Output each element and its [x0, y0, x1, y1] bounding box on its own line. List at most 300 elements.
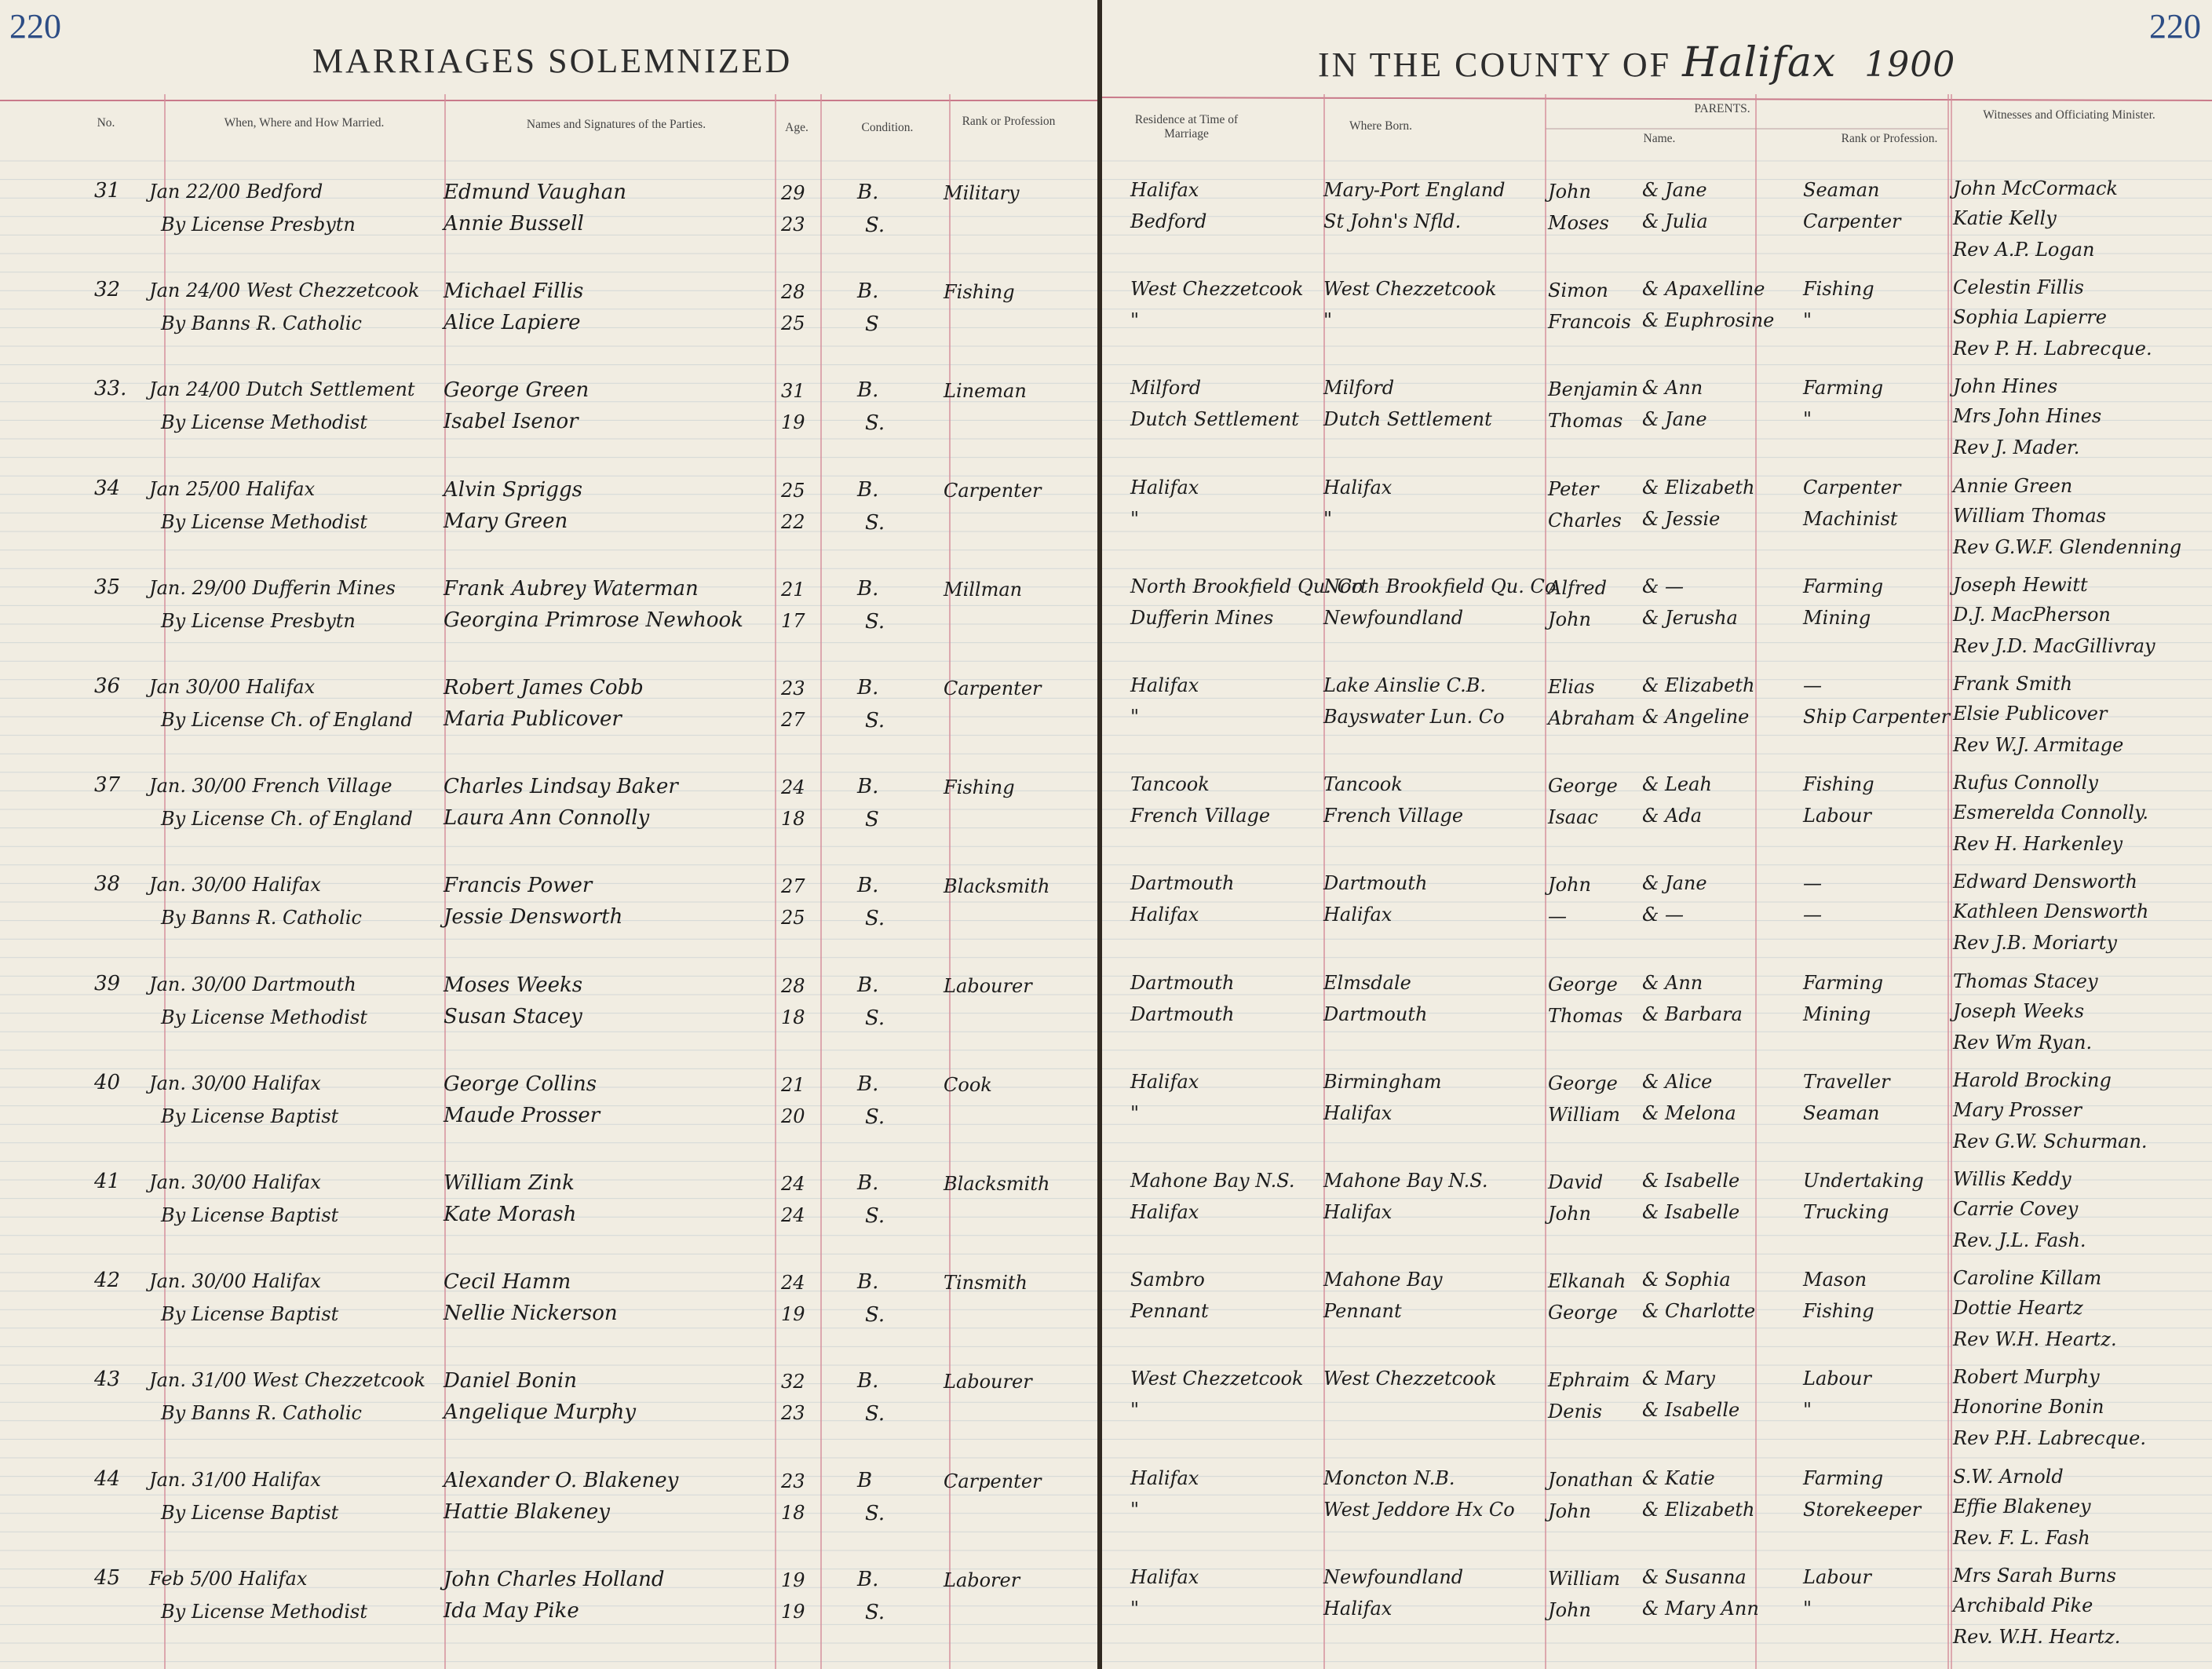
- groom-mother: & Alice: [1642, 1070, 1713, 1093]
- bride-residence: ": [1130, 1597, 1140, 1620]
- groom-parents-rank: Fishing: [1803, 773, 1874, 796]
- groom-birthplace: Mahone Bay: [1323, 1269, 1443, 1291]
- groom-parents-rank: Farming: [1803, 377, 1884, 400]
- header-witnesses: Witnesses and Officiating Minister.: [1983, 108, 2155, 122]
- witness-two: Mrs John Hines: [1953, 405, 2102, 428]
- officiating-minister: Rev. F. L. Fash: [1953, 1526, 2090, 1549]
- bride-father: George: [1548, 1302, 1618, 1324]
- entry-number: 45: [94, 1565, 121, 1590]
- bride-condition: S.: [865, 609, 885, 634]
- groom-father: George: [1548, 973, 1618, 995]
- groom-rank: Carpenter: [944, 677, 1042, 699]
- groom-residence: West Chezzetcook: [1130, 278, 1304, 301]
- groom-mother: & Apaxelline: [1642, 278, 1765, 301]
- groom-age: 24: [781, 1173, 805, 1195]
- bride-name: Ida May Pike: [443, 1598, 579, 1623]
- bride-name: Hattie Blakeney: [443, 1499, 610, 1524]
- bride-residence: Pennant: [1130, 1300, 1209, 1323]
- witness-one: Harold Brocking: [1953, 1068, 2112, 1091]
- groom-residence: Halifax: [1130, 476, 1199, 499]
- entry-how-married: By License Ch. of England: [161, 808, 413, 831]
- groom-residence: Dartmouth: [1130, 872, 1235, 895]
- bride-condition: S.: [865, 214, 885, 237]
- officiating-minister: Rev. W.H. Heartz.: [1953, 1625, 2121, 1648]
- right-page-number: 220: [2149, 7, 2201, 46]
- groom-age: 23: [781, 677, 805, 699]
- bride-residence: ": [1130, 706, 1140, 728]
- header-parents-rank: Rank or Profession.: [1841, 132, 1938, 145]
- header-names: Names and Signatures of the Parties.: [526, 118, 706, 131]
- groom-residence: West Chezzetcook: [1130, 1368, 1304, 1390]
- groom-birthplace: Elmsdale: [1323, 971, 1411, 994]
- entry-how-married: By License Presbytn: [161, 609, 356, 632]
- groom-name: John Charles Holland: [443, 1567, 665, 1591]
- groom-birthplace: Tancook: [1323, 773, 1403, 796]
- groom-father: John: [1548, 181, 1591, 203]
- officiating-minister: Rev G.W.F. Glendenning: [1953, 535, 2182, 558]
- bride-birthplace: Halifax: [1323, 1597, 1393, 1620]
- witness-two: Joseph Weeks: [1953, 999, 2085, 1022]
- groom-birthplace: West Chezzetcook: [1323, 1368, 1497, 1390]
- groom-parents-rank: Traveller: [1803, 1070, 1890, 1093]
- left-page: [0, 0, 1097, 1669]
- witness-two: Dottie Heartz: [1953, 1297, 2083, 1320]
- officiating-minister: Rev W.H. Heartz.: [1953, 1328, 2117, 1351]
- bride-condition: S.: [865, 1105, 885, 1129]
- bride-mother: & Isabelle: [1642, 1201, 1740, 1223]
- groom-parents-rank: Carpenter: [1803, 476, 1901, 499]
- bride-mother: & Barbara: [1642, 1002, 1743, 1025]
- groom-name: Robert James Cobb: [443, 676, 644, 699]
- entry-how-married: By License Baptist: [161, 1105, 339, 1127]
- groom-condition: B.: [857, 973, 879, 997]
- bride-age: 18: [781, 1501, 805, 1524]
- groom-father: David: [1548, 1171, 1604, 1193]
- groom-rank: Lineman: [944, 380, 1027, 403]
- bride-birthplace: Halifax: [1323, 1101, 1393, 1124]
- bride-father: Thomas: [1548, 410, 1623, 433]
- groom-residence: Halifax: [1130, 674, 1199, 696]
- groom-mother: & Jane: [1642, 179, 1707, 201]
- bride-condition: S: [865, 808, 879, 832]
- bride-name: Jessie Densworth: [443, 905, 623, 929]
- bride-residence: Dufferin Mines: [1130, 606, 1274, 629]
- entry-number: 40: [94, 1070, 121, 1094]
- groom-condition: B.: [857, 1567, 879, 1591]
- groom-mother: & Elizabeth: [1642, 476, 1755, 499]
- bride-father: John: [1548, 1203, 1591, 1225]
- groom-rank: Fishing: [944, 281, 1015, 304]
- groom-rank: Blacksmith: [944, 875, 1050, 898]
- groom-parents-rank: Fishing: [1803, 278, 1874, 301]
- witness-two: Archibald Pike: [1953, 1594, 2093, 1616]
- bride-name: Kate Morash: [443, 1203, 577, 1226]
- witness-two: Carrie Covey: [1953, 1198, 2079, 1220]
- groom-name: George Collins: [443, 1072, 597, 1096]
- groom-mother: & Isabelle: [1642, 1170, 1740, 1192]
- bride-mother: & Elizabeth: [1642, 1498, 1755, 1521]
- groom-father: Alfred: [1548, 576, 1607, 599]
- groom-rank: Labourer: [944, 1371, 1032, 1393]
- groom-condition: B.: [857, 181, 879, 204]
- entry-number: 38: [94, 872, 121, 897]
- bride-father: Charles: [1548, 509, 1622, 531]
- groom-age: 31: [781, 380, 805, 403]
- bride-residence: Halifax: [1130, 904, 1199, 926]
- bride-parents-rank: Trucking: [1803, 1201, 1889, 1223]
- entry-how-married: By License Ch. of England: [161, 709, 413, 731]
- bride-birthplace: ": [1323, 507, 1333, 530]
- groom-mother: & Elizabeth: [1642, 674, 1755, 696]
- entry-date-place: Jan. 31/00 Halifax: [149, 1468, 321, 1491]
- groom-mother: & Leah: [1642, 773, 1712, 796]
- witness-two: Honorine Bonin: [1953, 1396, 2104, 1419]
- bride-parents-rank: Labour: [1803, 805, 1871, 827]
- header-rule: [1102, 97, 2212, 100]
- groom-parents-rank: Undertaking: [1803, 1170, 1924, 1192]
- groom-age: 23: [781, 1470, 805, 1492]
- entry-date-place: Jan 30/00 Halifax: [149, 676, 316, 698]
- bride-age: 19: [781, 1600, 805, 1623]
- entry-number: 36: [94, 674, 121, 698]
- groom-age: 27: [781, 875, 805, 898]
- witness-two: Kathleen Densworth: [1953, 900, 2149, 923]
- officiating-minister: Rev A.P. Logan: [1953, 239, 2095, 261]
- groom-birthplace: West Chezzetcook: [1323, 278, 1497, 301]
- bride-father: Moses: [1548, 212, 1609, 234]
- groom-residence: Halifax: [1130, 1565, 1199, 1588]
- entry-number: 41: [94, 1170, 121, 1193]
- county-name: Halifax: [1682, 39, 1837, 86]
- officiating-minister: Rev G.W. Schurman.: [1953, 1130, 2148, 1152]
- groom-father: John: [1548, 874, 1591, 897]
- groom-birthplace: Newfoundland: [1323, 1565, 1464, 1588]
- header-age: Age.: [785, 121, 809, 134]
- bride-age: 23: [781, 1402, 805, 1425]
- groom-mother: & Ann: [1642, 377, 1703, 400]
- bride-condition: S.: [865, 1600, 885, 1624]
- bride-mother: & Julia: [1642, 210, 1708, 232]
- witness-two: William Thomas: [1953, 504, 2106, 527]
- groom-name: George Green: [443, 378, 590, 403]
- groom-condition: B.: [857, 279, 879, 304]
- groom-birthplace: Mary-Port England: [1323, 179, 1506, 201]
- groom-name: Alexander O. Blakeney: [443, 1468, 679, 1492]
- groom-father: Jonathan: [1548, 1468, 1633, 1491]
- bride-name: Isabel Isenor: [443, 410, 579, 434]
- groom-age: 21: [781, 578, 805, 601]
- groom-father: Benjamin: [1548, 378, 1638, 401]
- header-parents: PARENTS.: [1694, 102, 1750, 115]
- entry-date-place: Jan. 30/00 Halifax: [149, 1270, 321, 1293]
- groom-name: Alvin Spriggs: [443, 477, 582, 502]
- groom-rank: Military: [944, 182, 1020, 204]
- entry-date-place: Jan 22/00 Bedford: [149, 181, 323, 203]
- groom-name: William Zink: [443, 1171, 575, 1195]
- entry-number: 42: [94, 1269, 121, 1293]
- entry-how-married: By License Baptist: [161, 1303, 339, 1326]
- bride-father: John: [1548, 608, 1591, 630]
- bride-birthplace: Halifax: [1323, 904, 1393, 926]
- bride-mother: & —: [1642, 904, 1684, 926]
- bride-condition: S.: [865, 411, 885, 436]
- bride-birthplace: ": [1323, 309, 1333, 332]
- groom-father: George: [1548, 775, 1618, 798]
- groom-rank: Laborer: [944, 1569, 1020, 1591]
- bride-age: 19: [781, 1303, 805, 1326]
- entry-how-married: By Banns R. Catholic: [161, 312, 362, 335]
- bride-condition: S.: [865, 510, 885, 535]
- bride-residence: Halifax: [1130, 1201, 1199, 1223]
- bride-parents-rank: Mining: [1803, 606, 1871, 629]
- entry-date-place: Jan 24/00 West Chezzetcook: [149, 279, 420, 302]
- bride-name: Susan Stacey: [443, 1004, 582, 1028]
- groom-residence: North Brookfield Qu. Co: [1130, 575, 1363, 597]
- bride-age: 17: [781, 609, 805, 632]
- entry-date-place: Feb 5/00 Halifax: [149, 1567, 308, 1590]
- bride-residence: Bedford: [1130, 210, 1207, 232]
- groom-parents-rank: Farming: [1803, 1466, 1884, 1489]
- entry-number: 32: [94, 278, 121, 302]
- bride-birthplace: Pennant: [1323, 1300, 1402, 1323]
- groom-birthplace: Lake Ainslie C.B.: [1323, 674, 1486, 696]
- witness-one: Caroline Killam: [1953, 1267, 2102, 1290]
- groom-age: 25: [781, 479, 805, 502]
- bride-name: Maria Publicover: [443, 707, 622, 731]
- entry-date-place: Jan. 29/00 Dufferin Mines: [149, 576, 396, 599]
- groom-rank: Millman: [944, 578, 1023, 601]
- groom-condition: B.: [857, 378, 879, 403]
- officiating-minister: Rev J.D. MacGillivray: [1953, 634, 2155, 657]
- entry-date-place: Jan 25/00 Halifax: [149, 477, 316, 500]
- groom-age: 24: [781, 776, 805, 799]
- header-no: No.: [97, 116, 115, 130]
- bride-parents-rank: Mining: [1803, 1002, 1871, 1025]
- bride-father: Isaac: [1548, 806, 1598, 829]
- bride-residence: ": [1130, 507, 1140, 530]
- witness-one: Thomas Stacey: [1953, 970, 2098, 992]
- groom-age: 29: [781, 182, 805, 204]
- left-page-title: MARRIAGES SOLEMNIZED: [312, 42, 793, 80]
- witness-two: Elsie Publicover: [1953, 703, 2108, 725]
- bride-condition: S.: [865, 1501, 885, 1525]
- witness-two: Effie Blakeney: [1953, 1495, 2091, 1517]
- bride-name: Georgina Primrose Newhook: [443, 608, 743, 632]
- bride-mother: & Jerusha: [1642, 606, 1738, 629]
- bride-age: 25: [781, 907, 805, 929]
- groom-mother: & Mary: [1642, 1368, 1715, 1390]
- groom-name: Edmund Vaughan: [443, 181, 626, 204]
- bride-age: 27: [781, 709, 805, 731]
- bride-mother: & Mary Ann: [1642, 1597, 1759, 1620]
- bride-condition: S.: [865, 1204, 885, 1228]
- bride-age: 24: [781, 1204, 805, 1226]
- groom-condition: B.: [857, 1369, 879, 1393]
- witness-one: Rufus Connolly: [1953, 772, 2098, 794]
- bride-age: 18: [781, 1006, 805, 1028]
- entry-date-place: Jan 24/00 Dutch Settlement: [149, 378, 415, 401]
- groom-parents-rank: Mason: [1803, 1269, 1867, 1291]
- witness-one: Willis Keddy: [1953, 1168, 2071, 1190]
- entry-number: 34: [94, 476, 121, 500]
- groom-condition: B.: [857, 1072, 879, 1096]
- groom-age: 32: [781, 1371, 805, 1393]
- bride-mother: & Melona: [1642, 1101, 1736, 1124]
- entry-how-married: By Banns R. Catholic: [161, 907, 362, 929]
- groom-father: Peter: [1548, 477, 1599, 500]
- bride-mother: & Ada: [1642, 805, 1702, 827]
- groom-condition: B.: [857, 775, 879, 799]
- entry-how-married: By License Methodist: [161, 510, 368, 533]
- groom-residence: Dartmouth: [1130, 971, 1235, 994]
- bride-birthplace: Dutch Settlement: [1323, 408, 1492, 431]
- groom-mother: & Sophia: [1642, 1269, 1731, 1291]
- groom-birthplace: North Brookfield Qu. Co: [1323, 575, 1557, 597]
- bride-name: Angelique Murphy: [443, 1401, 637, 1425]
- groom-condition: B.: [857, 576, 879, 601]
- groom-birthplace: Dartmouth: [1323, 872, 1428, 895]
- groom-parents-rank: —: [1803, 872, 1822, 895]
- groom-condition: B: [857, 1468, 873, 1492]
- officiating-minister: Rev Wm Ryan.: [1953, 1031, 2093, 1054]
- groom-age: 28: [781, 281, 805, 304]
- bride-birthplace: Newfoundland: [1323, 606, 1464, 629]
- groom-residence: Halifax: [1130, 1466, 1199, 1489]
- groom-rank: Carpenter: [944, 1470, 1042, 1492]
- witness-one: Celestin Fillis: [1953, 276, 2084, 299]
- bride-father: John: [1548, 1499, 1591, 1522]
- bride-birthplace: Bayswater Lun. Co: [1323, 706, 1505, 728]
- witness-two: D.J. MacPherson: [1953, 603, 2111, 626]
- groom-name: Cecil Hamm: [443, 1270, 571, 1295]
- entry-how-married: By License Baptist: [161, 1501, 339, 1524]
- bride-mother: & Angeline: [1642, 706, 1750, 728]
- entry-date-place: Jan. 30/00 Halifax: [149, 874, 321, 897]
- groom-father: William: [1548, 1567, 1621, 1590]
- officiating-minister: Rev P.H. Labrecque.: [1953, 1427, 2146, 1450]
- bride-father: William: [1548, 1103, 1621, 1126]
- groom-age: 21: [781, 1073, 805, 1096]
- bride-age: 19: [781, 411, 805, 434]
- bride-age: 18: [781, 808, 805, 831]
- groom-mother: & Ann: [1642, 971, 1703, 994]
- witness-two: Sophia Lapierre: [1953, 306, 2107, 329]
- register-year: 1900: [1864, 45, 1956, 85]
- groom-rank: Labourer: [944, 974, 1032, 997]
- groom-name: Michael Fillis: [443, 279, 584, 304]
- bride-residence: ": [1130, 1101, 1140, 1124]
- groom-residence: Sambro: [1130, 1269, 1205, 1291]
- entry-date-place: Jan. 31/00 West Chezzetcook: [149, 1369, 425, 1392]
- groom-name: Francis Power: [443, 874, 593, 898]
- bride-age: 23: [781, 214, 805, 236]
- groom-birthplace: Halifax: [1323, 476, 1393, 499]
- entry-how-married: By Banns R. Catholic: [161, 1402, 362, 1425]
- groom-name: Moses Weeks: [443, 973, 583, 997]
- groom-father: Simon: [1548, 279, 1608, 302]
- groom-condition: B.: [857, 477, 879, 502]
- bride-residence: ": [1130, 309, 1140, 332]
- bride-father: John: [1548, 1598, 1591, 1621]
- groom-residence: Milford: [1130, 377, 1202, 400]
- bride-name: Mary Green: [443, 509, 568, 533]
- groom-condition: B.: [857, 874, 879, 898]
- groom-mother: & Jane: [1642, 872, 1707, 895]
- groom-father: Ephraim: [1548, 1369, 1630, 1392]
- officiating-minister: Rev P. H. Labrecque.: [1953, 338, 2152, 360]
- bride-father: Abraham: [1548, 707, 1635, 729]
- bride-mother: & Jessie: [1642, 507, 1721, 530]
- title-prefix: IN THE COUNTY OF: [1318, 46, 1672, 84]
- groom-birthplace: Moncton N.B.: [1323, 1466, 1455, 1489]
- bride-residence: French Village: [1130, 805, 1271, 827]
- bride-age: 25: [781, 312, 805, 335]
- groom-mother: & —: [1642, 575, 1684, 597]
- groom-parents-rank: Labour: [1803, 1565, 1871, 1588]
- bride-father: Francois: [1548, 311, 1631, 334]
- groom-condition: B.: [857, 1270, 879, 1295]
- bride-parents-rank: ": [1803, 1597, 1812, 1620]
- bride-name: Annie Bussell: [443, 212, 584, 236]
- groom-mother: & Susanna: [1642, 1565, 1747, 1588]
- header-residence: Residence at Time of Marriage: [1134, 113, 1239, 141]
- entry-date-place: Jan. 30/00 Halifax: [149, 1171, 321, 1193]
- groom-birthplace: Birmingham: [1323, 1070, 1442, 1093]
- bride-residence: ": [1130, 1498, 1140, 1521]
- bride-condition: S.: [865, 1006, 885, 1030]
- witness-one: John McCormack: [1953, 177, 2118, 199]
- left-page-number: 220: [9, 7, 61, 46]
- entry-number: 33.: [94, 377, 127, 401]
- header-parents-name: Name.: [1643, 132, 1676, 145]
- witness-two: Mary Prosser: [1953, 1098, 2082, 1121]
- bride-mother: & Charlotte: [1642, 1300, 1756, 1323]
- witness-two: Katie Kelly: [1953, 207, 2057, 229]
- witness-two: Esmerelda Connolly.: [1953, 802, 2148, 824]
- right-page-title: [1318, 39, 1955, 86]
- groom-rank: Blacksmith: [944, 1173, 1050, 1195]
- groom-residence: Mahone Bay N.S.: [1130, 1170, 1295, 1192]
- witness-one: S.W. Arnold: [1953, 1465, 2064, 1488]
- bride-mother: & Jane: [1642, 408, 1707, 431]
- bride-mother: & Isabelle: [1642, 1399, 1740, 1422]
- bride-parents-rank: —: [1803, 904, 1822, 926]
- bride-condition: S.: [865, 709, 885, 732]
- entry-number: 44: [94, 1466, 121, 1491]
- groom-residence: Halifax: [1130, 1070, 1199, 1093]
- bride-mother: & Euphrosine: [1642, 309, 1775, 332]
- entry-number: 43: [94, 1368, 121, 1392]
- groom-rank: Fishing: [944, 776, 1015, 799]
- entry-number: 37: [94, 773, 121, 798]
- groom-rank: Tinsmith: [944, 1272, 1028, 1295]
- entry-date-place: Jan. 30/00 Dartmouth: [149, 973, 356, 995]
- bride-condition: S.: [865, 1303, 885, 1328]
- groom-mother: & Katie: [1642, 1466, 1715, 1489]
- entry-number: 35: [94, 575, 121, 599]
- bride-father: Thomas: [1548, 1004, 1623, 1027]
- bride-name: Nellie Nickerson: [443, 1302, 618, 1326]
- groom-condition: B.: [857, 1171, 879, 1195]
- groom-name: Charles Lindsay Baker: [443, 775, 678, 799]
- groom-parents-rank: Farming: [1803, 971, 1884, 994]
- groom-age: 28: [781, 974, 805, 997]
- groom-rank: Carpenter: [944, 479, 1042, 502]
- header-when-where: When, Where and How Married.: [224, 116, 385, 130]
- entry-date-place: Jan. 30/00 Halifax: [149, 1072, 321, 1094]
- bride-birthplace: Halifax: [1323, 1201, 1393, 1223]
- bride-name: Laura Ann Connolly: [443, 806, 650, 831]
